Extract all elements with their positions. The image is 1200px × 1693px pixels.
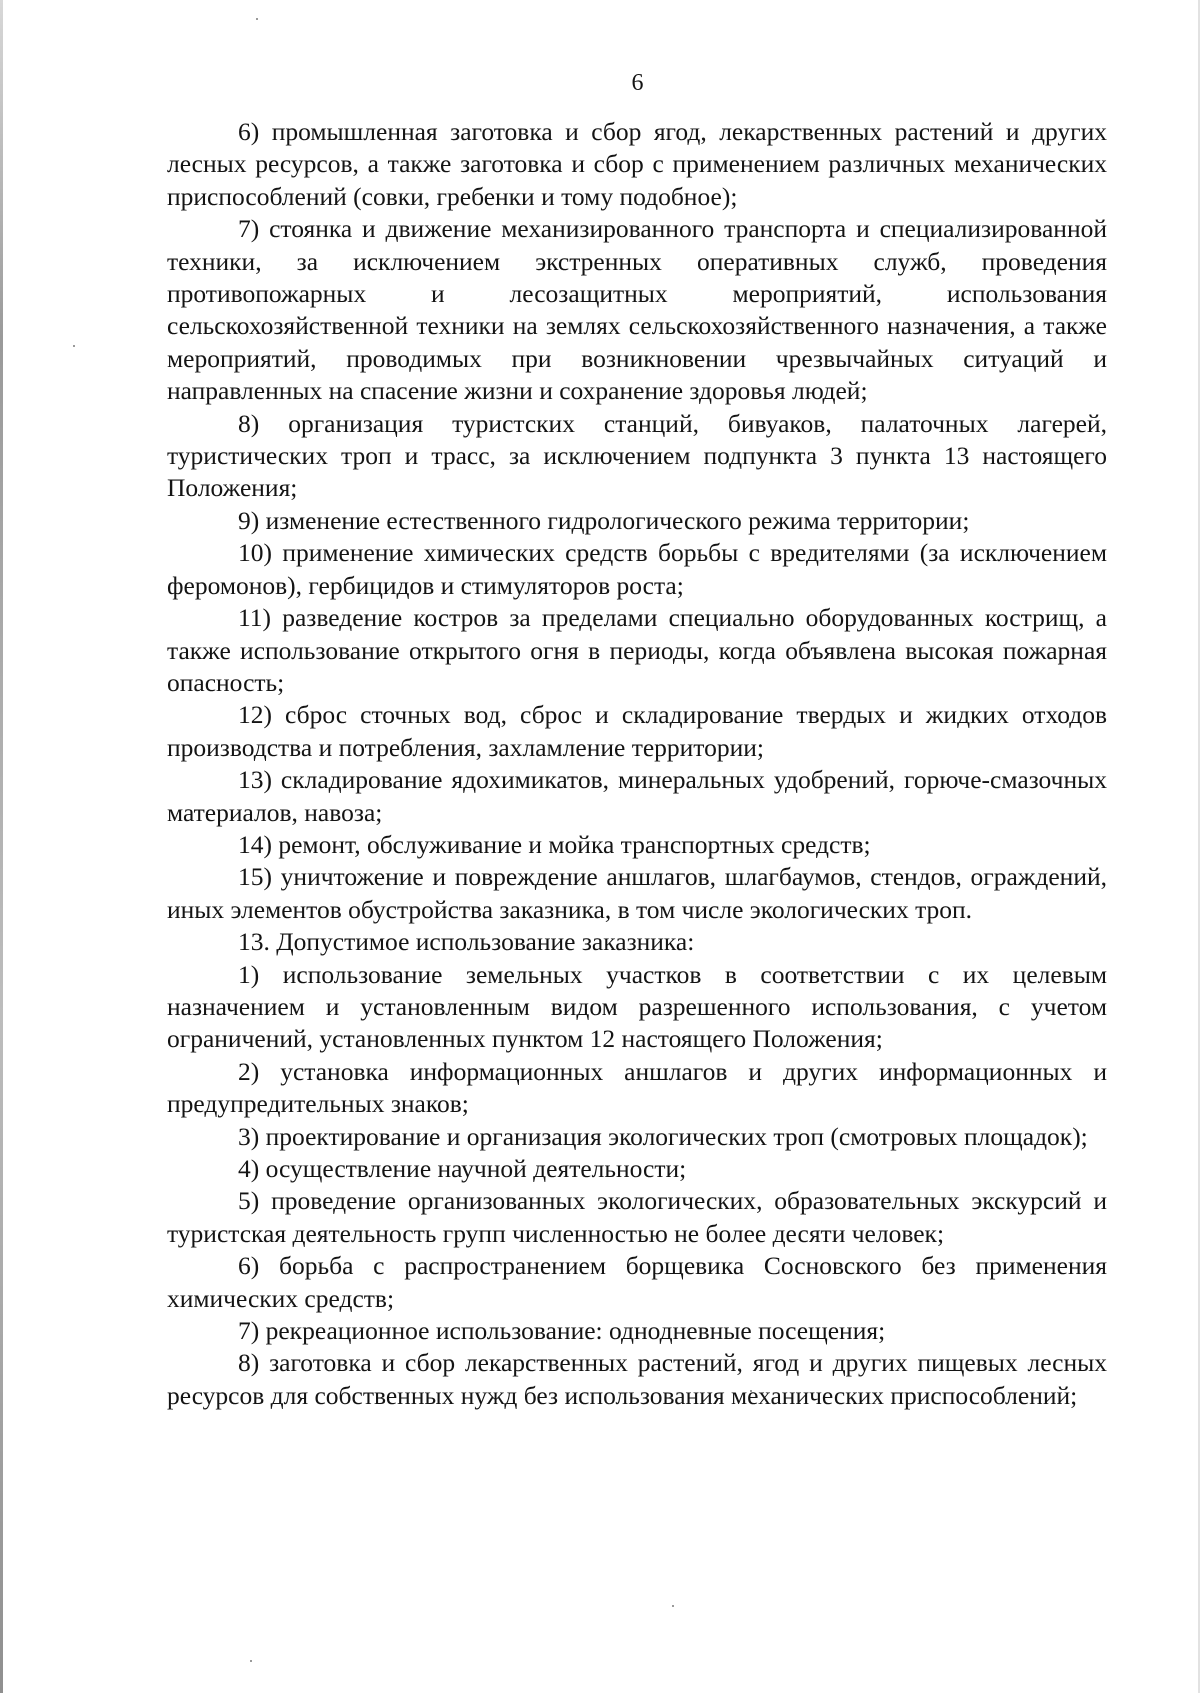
scan-speck: [672, 1605, 674, 1607]
scan-speck: [73, 345, 75, 347]
paragraph-14-vehicle-repair: 14) ремонт, обслуживание и мойка транспортных средств;: [238, 829, 871, 859]
scan-speck: [256, 18, 258, 20]
paragraph-15-destruction-signs: 15) уничтожение и повреждение аншлагов, шлагбаумов, стендов, ограждений, иных элементов обустройства заказника, в том числе экологических троп.: [167, 862, 1107, 924]
allowed-3-eco-trails: 3) проектирование и организация экологических троп (смотровых площадок);: [238, 1121, 1088, 1151]
page-number: 6: [631, 70, 644, 96]
allowed-2-info-signs: 2) установка информационных аншлагов и других информационных и предупредительных знаков;: [167, 1056, 1107, 1119]
allowed-4-research: 4) осуществление научной деятельности;: [238, 1154, 687, 1183]
document-body: [167, 116, 1107, 1412]
paragraph-9-hydrological-regime: 9) изменение естественного гидрологического режима территории;: [238, 505, 970, 535]
allowed-5-excursions: 5) проведение организованных экологических, образовательных экскурсий и туристская деятельность групп численностью не более десяти человек;: [167, 1186, 1107, 1248]
scan-edge-left: [0, 0, 3, 1693]
scan-speck: [250, 1660, 252, 1662]
paragraph-8-tourist-stations: 8) организация туристских станций, бивуаков, палаточных лагерей, туристических троп и трасс, за исключением подпункта 3 пункта 13 настоящего Положения;: [167, 408, 1107, 503]
section-13-heading: 13. Допустимое использование заказника:: [238, 927, 695, 957]
allowed-1-land-use: 1) использование земельных участков в соответствии с их целевым назначением и установленным видом разрешенного использования, с учетом ограничений, установленных пунктом 12 настоящего Положения;: [167, 959, 1107, 1054]
paragraph-10-chemicals: 10) применение химических средств борьбы с вредителями (за исключением феромонов), гербицидов и стимуляторов роста;: [167, 538, 1107, 600]
allowed-6-hogweed-control: 6) борьба с распространением борщевика Сосновского без применения химических средств;: [167, 1251, 1107, 1313]
paragraph-6-industrial-harvesting: 6) промышленная заготовка и сбор ягод, лекарственных растений и других лесных ресурсов, а также заготовка и сбор с применением различных механических приспособлений (совки, гребенки и тому подобное);: [167, 117, 1107, 211]
paragraph-12-waste-discharge: 12) сброс сточных вод, сброс и складирование твердых и жидких отходов производства и потребления, захламление территории;: [167, 700, 1107, 762]
allowed-8-personal-harvesting: 8) заготовка и сбор лекарственных растений, ягод и других пищевых лесных ресурсов для собственных нужд без использования механических приспособлений;: [167, 1348, 1107, 1410]
paragraph-11-campfires: 11) разведение костров за пределами специально оборудованных кострищ, а также использование открытого огня в периоды, когда объявлена высокая пожарная опасность;: [167, 603, 1107, 697]
paragraph-7-vehicle-parking: 7) стоянка и движение механизированного транспорта и специализированной техники, за исключением экстренных оперативных служб, проведения противопожарных и лесозащитных мероприятий, использования сельскохозяйственной техники на землях сельскохозяйственного назначения, а также мероприятий, проводимых при возникновении чрезвычайных ситуаций и направленных на спасение жизни и сохранение здоровья людей;: [167, 214, 1107, 406]
allowed-7-recreation: 7) рекреационное использование: однодневные посещения;: [238, 1316, 886, 1346]
paragraph-13-storage-agrochemicals: 13) складирование ядохимикатов, минеральных удобрений, горюче-смазочных материалов, навоза;: [167, 765, 1107, 827]
